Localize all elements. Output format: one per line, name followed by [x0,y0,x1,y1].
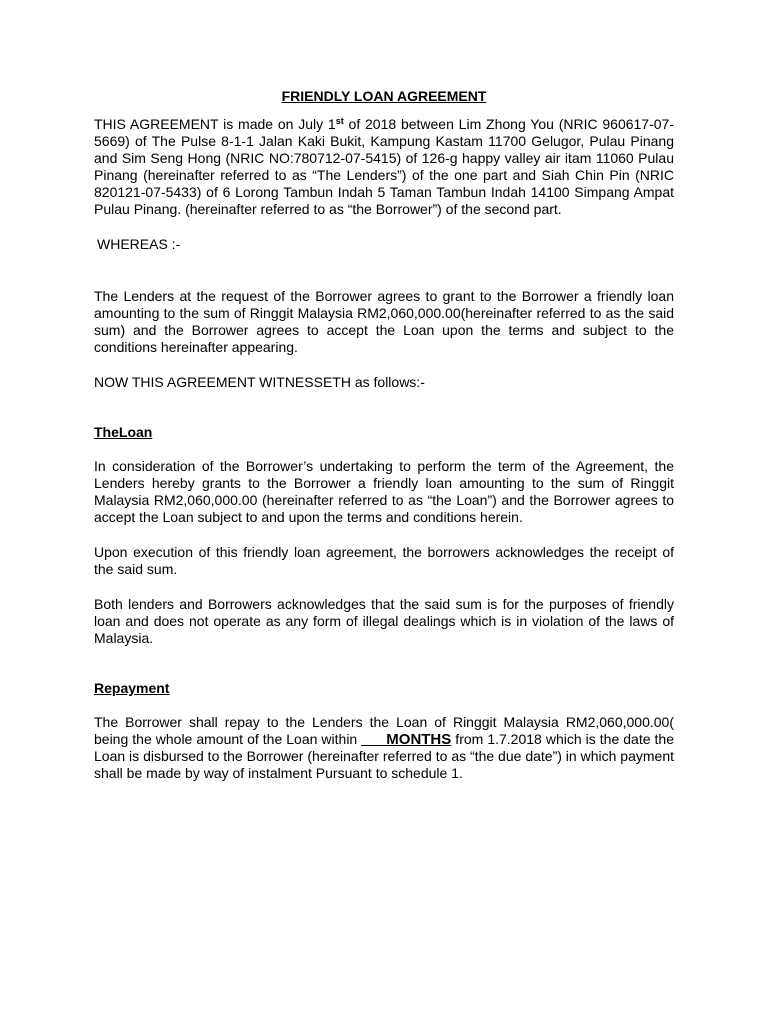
intro-parties-text: of 2018 between Lim Zhong You (NRIC 960617-07-5669) of The Pulse 8-1-1 Jalan Kaki Bukit, Kampung Kastam 11700 Gelugor, Pulau Pinang and Sim Seng Hong (NRIC NO:780712-07-5415) of 126-g happy valley air itam 11060 Pulau Pinang (hereinafter referred to as “The Lenders”) of the one part and Siah Chin Pin (NRIC 820121-07-5433) of 6 Lorong Tambun Indah 5 Taman Tambun Indah 14100 Simpang Ampat Pulau Pinang. (hereinafter referred to as “the Borrower”) of the second part. [94,116,674,217]
document-body [94,88,674,782]
repayment-paragraph [94,714,674,782]
whereas-label: WHEREAS :- [97,236,181,252]
loan-paragraph-purpose: Both lenders and Borrowers acknowledges that the said sum is for the purposes of friendly loan and does not operate as any form of illegal dealings which is in violation of the laws of Malaysia. [94,596,674,646]
intro-paragraph [94,116,674,218]
loan-paragraph-consideration: In consideration of the Borrower’s undertaking to perform the term of the Agreement, the Lenders hereby grants to the Borrower a friendly loan amounting to the sum of Ringgit Malaysia RM2,060,000.00 (hereinafter referred to as “the Loan”) and the Borrower agrees to accept the Loan subject to and upon the terms and conditions herein. [94,458,674,525]
date-ordinal-suffix: st [335,116,344,126]
repayment-text-start: The Borrower shall repay to the Lenders the Loan of Ringgit Malaysia RM2,060,000.00( being the whole amount of the Loan within [94,714,674,747]
loan-section-heading: TheLoan [94,424,153,440]
lenders-paragraph: The Lenders at the request of the Borrower agrees to grant to the Borrower a friendly loan amounting to the sum of Ringgit Malaysia RM2,060,000.00(hereinafter referred to as the said sum) and the Borrower agrees to accept the Loan upon the terms and subject to the conditions hereinafter appearing. [94,288,674,355]
document-title: FRIENDLY LOAN AGREEMENT [281,88,487,104]
repayment-text-end: from 1.7.2018 which is the date the Loan is disbursed to the Borrower (hereinafter referred to as “the due date”) in which payment shall be made by way of instalment Pursuant to schedule 1. [94,731,674,781]
loan-paragraph-execution: Upon execution of this friendly loan agreement, the borrowers acknowledges the receipt of the said sum. [94,544,674,577]
witnesseth-line: NOW THIS AGREEMENT WITNESSETH as follows:- [94,374,425,390]
repayment-section-heading: Repayment [94,680,170,696]
months-blank-field: ___MONTHS [361,731,452,748]
intro-date-text: THIS AGREEMENT is made on July 1 [94,116,336,132]
